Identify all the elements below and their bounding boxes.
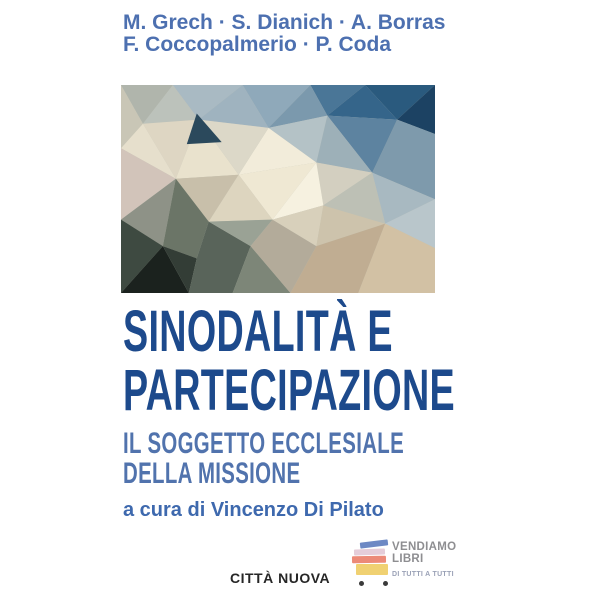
book-title: [123, 299, 455, 423]
subtitle-line-2: DELLA MISSIONE: [123, 457, 301, 490]
author-line-1: M. Grech · S. Dianich · A. Borras: [123, 11, 446, 34]
vendiamo-libri-badge: [350, 538, 465, 590]
badge-line-2: LIBRI: [392, 553, 424, 565]
subtitle-line-1: IL SOGGETTO ECCLESIALE: [123, 427, 405, 460]
cover-art-image: [121, 85, 435, 293]
title-line-1: SINODALITÀ E: [123, 299, 393, 364]
author-line-2: F. Coccopalmerio · P. Coda: [123, 33, 392, 56]
badge-wordmark: [392, 541, 456, 565]
editor-credit: a cura di Vincenzo Di Pilato: [123, 499, 384, 521]
title-line-2: PARTECIPAZIONE: [123, 358, 455, 423]
badge-tagline: DI TUTTI A TUTTI: [392, 571, 454, 578]
badge-line-1: VENDIAMO: [392, 541, 457, 553]
publisher-name: CITTÀ NUOVA: [230, 570, 331, 586]
authors-block: [123, 12, 445, 56]
book-stack-cart-icon: [350, 538, 390, 590]
book-subtitle: [123, 429, 404, 489]
